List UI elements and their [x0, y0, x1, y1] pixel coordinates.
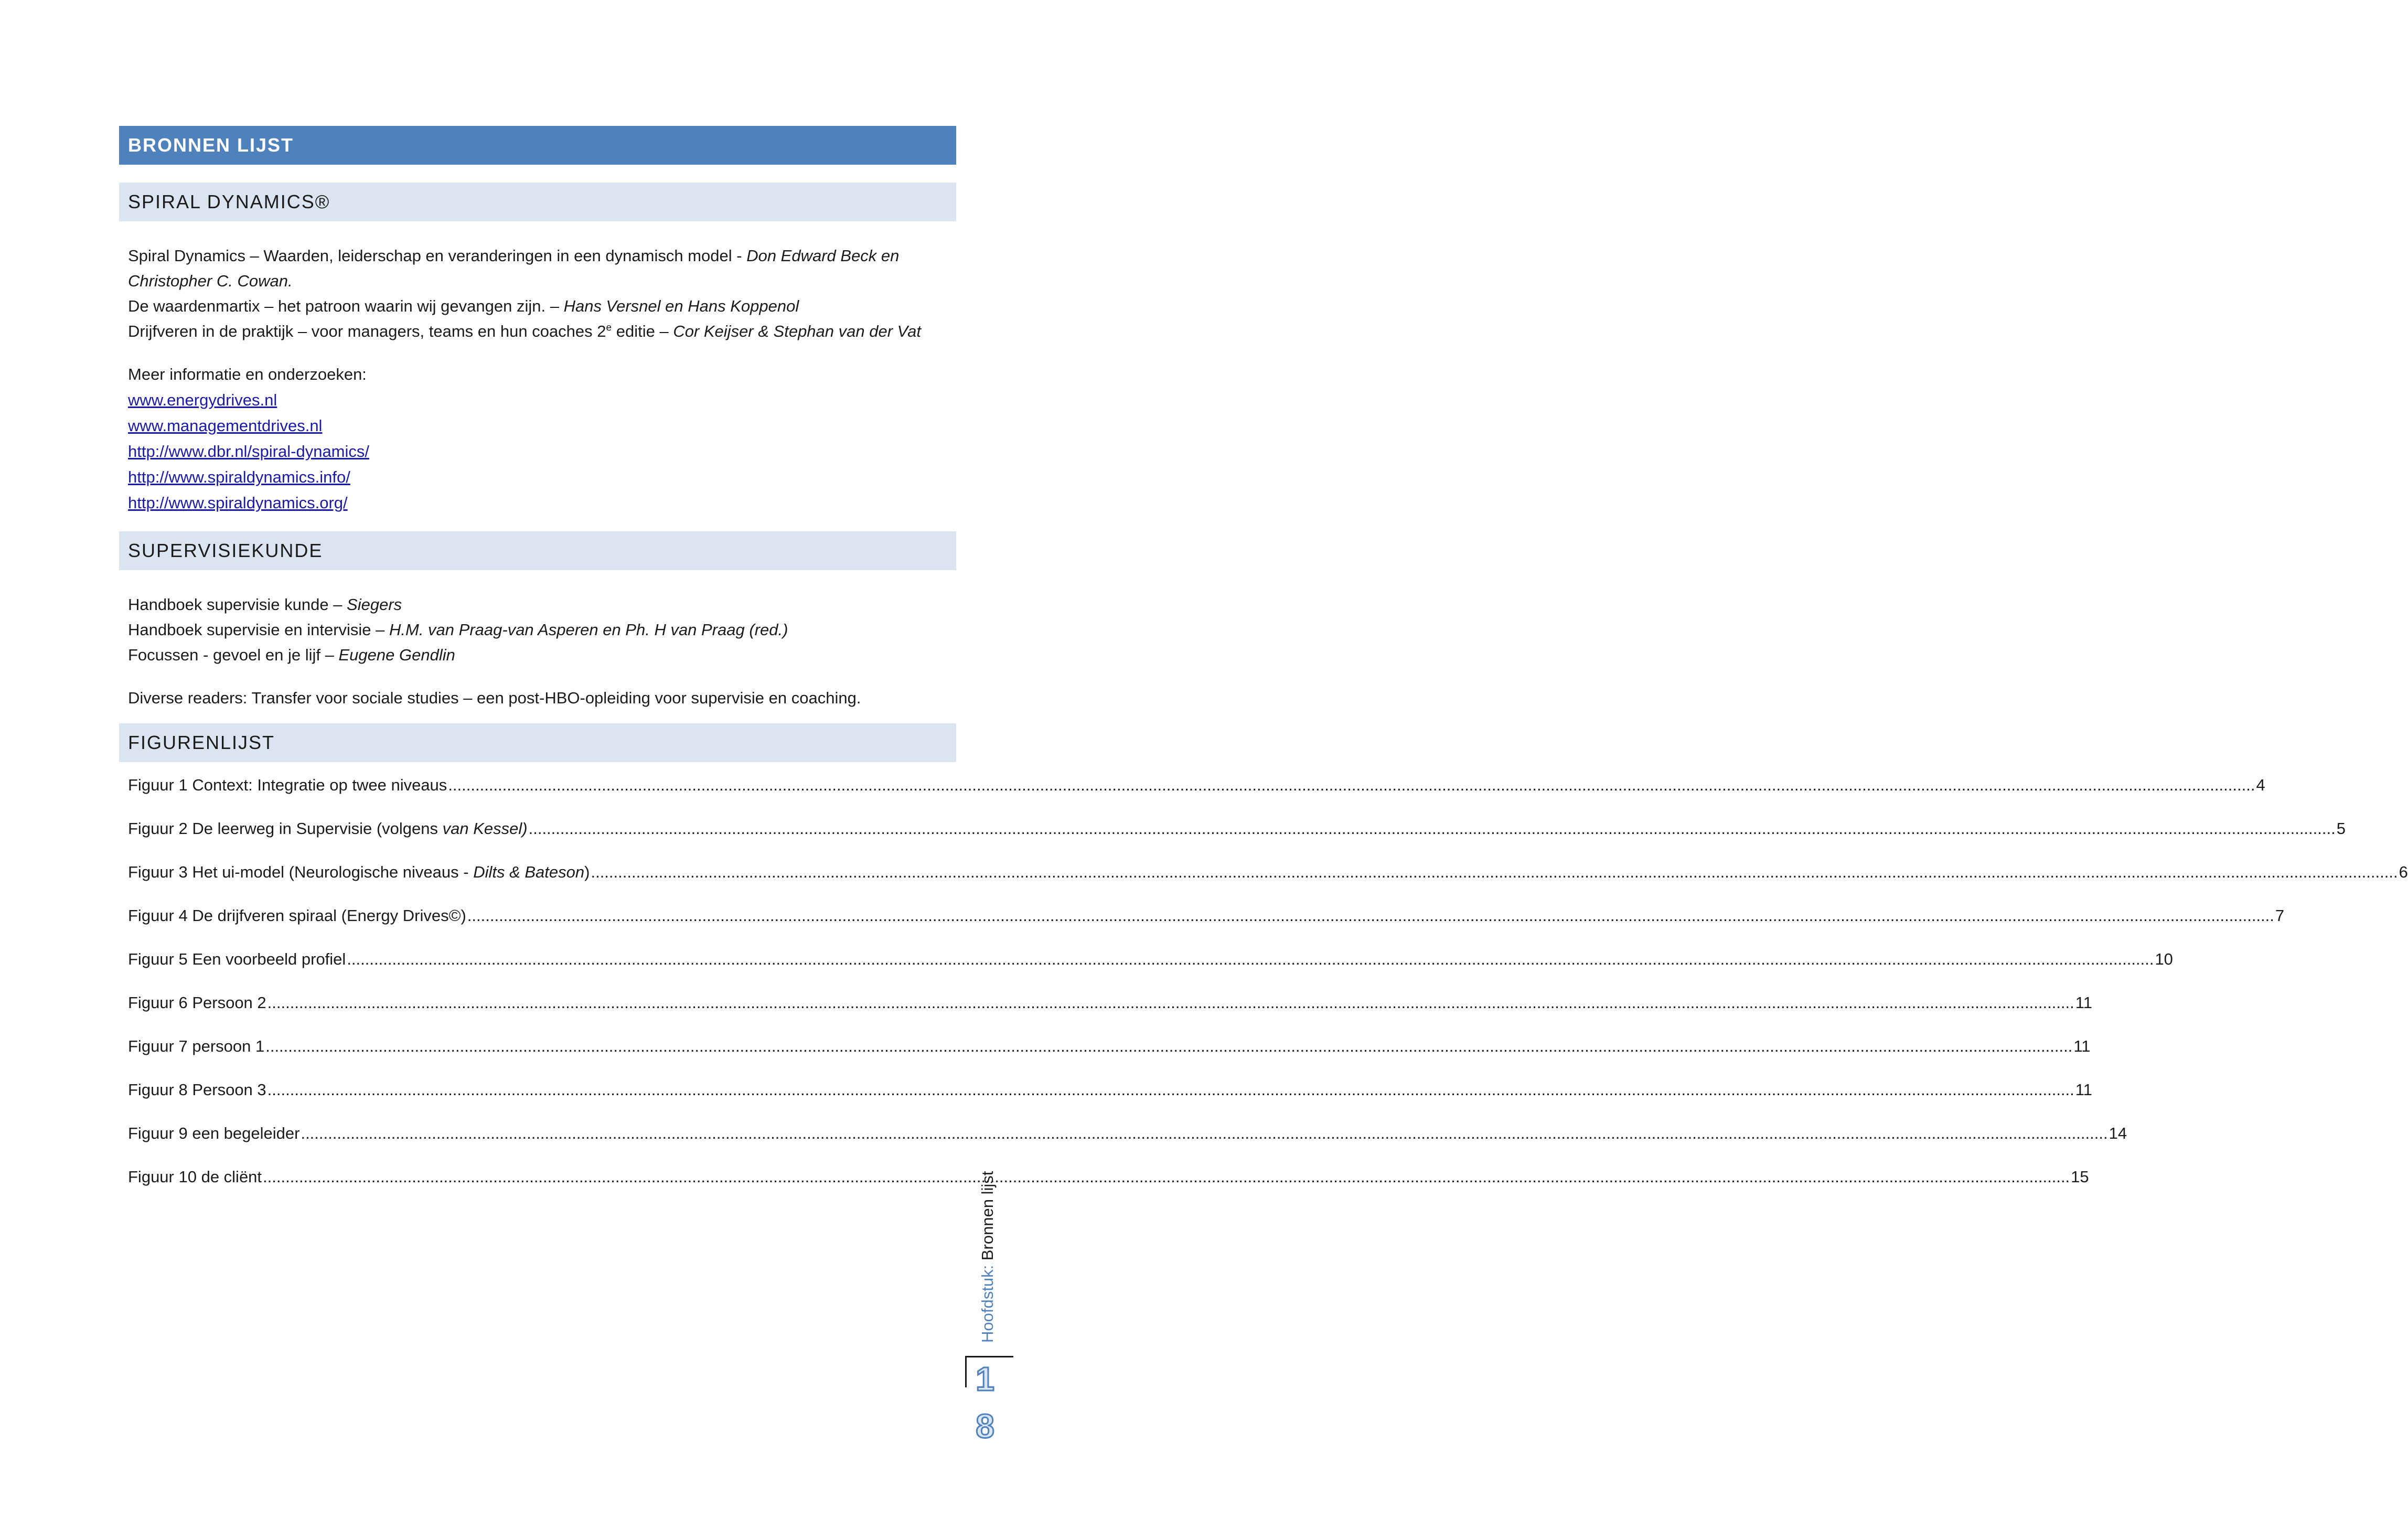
- link-dbr[interactable]: http://www.dbr.nl/spiral-dynamics/: [128, 442, 370, 461]
- figure-page-number: 11: [2075, 1081, 2092, 1099]
- figure-list-item[interactable]: [128, 1081, 2092, 1124]
- reference-item: [128, 617, 956, 643]
- figure-list-item[interactable]: [128, 776, 2265, 819]
- reference-author: H.M. van Praag-van Asperen en Ph. H van Praag (red.): [389, 621, 788, 639]
- page-number-digit-1: 1: [976, 1360, 994, 1398]
- figure-page-number: 7: [2275, 906, 2285, 925]
- page-title: BRONNEN LIJST: [119, 126, 956, 165]
- reference-title-cont: editie –: [612, 322, 673, 340]
- figure-list-item[interactable]: [128, 1037, 2091, 1081]
- link-managementdrives[interactable]: www.managementdrives.nl: [128, 416, 323, 435]
- reference-title: Spiral Dynamics – Waarden, leiderschap en veranderingen in een dynamisch model -: [128, 247, 747, 265]
- reference-author: Hans Versnel en Hans Koppenol: [563, 297, 799, 315]
- figure-list-item[interactable]: [128, 993, 2092, 1037]
- reference-title: Handboek supervisie kunde –: [128, 595, 347, 614]
- leader-dots: ................................................................................................................................................................................................................................................................................................................................................................................................................: [263, 1168, 2070, 1186]
- figure-label: Figuur 5 Een voorbeeld profiel: [128, 950, 346, 968]
- reference-author: Christopher C. Cowan.: [128, 272, 293, 290]
- leader-dots: ................................................................................................................................................................................................................................................................................................................................................................................................................: [265, 1037, 2073, 1055]
- reference-item: [128, 592, 956, 617]
- reference-item: [128, 294, 956, 319]
- reference-author: Cor Keijser & Stephan van der Vat: [673, 322, 922, 340]
- figure-label: Figuur 1 Context: Integratie op twee niveaus: [128, 776, 447, 794]
- page-content: [119, 126, 2408, 1211]
- link-energydrives[interactable]: www.energydrives.nl: [128, 391, 277, 409]
- figure-list-item[interactable]: [128, 819, 2346, 863]
- link-spiraldynamics-info[interactable]: http://www.spiraldynamics.info/: [128, 468, 350, 486]
- reference-item: [128, 643, 956, 668]
- section-heading-spiral: SPIRAL DYNAMICS®: [119, 183, 956, 221]
- reference-item: [128, 243, 956, 269]
- page-number-digit-2: 8: [976, 1407, 994, 1445]
- figure-page-number: 11: [2075, 993, 2092, 1012]
- figure-page-number: 15: [2071, 1168, 2089, 1186]
- spiral-references: [119, 243, 956, 516]
- figure-page-number: 14: [2109, 1124, 2127, 1142]
- reference-author: Siegers: [347, 595, 402, 614]
- figure-label: Figuur 8 Persoon 3: [128, 1081, 266, 1099]
- figure-list-item[interactable]: [128, 863, 2408, 906]
- chapter-name: Bronnen lijst: [978, 1171, 997, 1261]
- reference-item: [128, 269, 956, 294]
- figure-list-item[interactable]: [128, 1168, 2089, 1211]
- figure-label: Figuur 10 de cliënt: [128, 1168, 262, 1186]
- sidebar-divider: [965, 1356, 1013, 1357]
- reference-author: Don Edward Beck en: [746, 247, 900, 265]
- readers-note: Diverse readers: Transfer voor sociale studies – een post-HBO-opleiding voor supervisie en coaching.: [128, 689, 861, 707]
- reference-title: Drijfveren in de praktijk – voor managers, teams en hun coaches 2: [128, 322, 606, 340]
- figure-list: [119, 776, 2408, 1211]
- supervisie-references: [119, 592, 956, 711]
- figure-label: Figuur 2 De leerweg in Supervisie (volgens van Kessel): [128, 819, 528, 838]
- reference-title: De waardenmartix – het patroon waarin wij gevangen zijn. –: [128, 297, 564, 315]
- leader-dots: ................................................................................................................................................................................................................................................................................................................................................................................................................: [347, 950, 2154, 968]
- figure-list-item[interactable]: [128, 1124, 2127, 1168]
- figure-label: Figuur 3 Het ui-model (Neurologische niveaus - Dilts & Bateson): [128, 863, 590, 881]
- chapter-prefix: Hoofdstuk:: [978, 1265, 997, 1343]
- leader-dots: ................................................................................................................................................................................................................................................................................................................................................................................................................: [267, 993, 2074, 1012]
- sidebar-divider-vertical: [965, 1356, 967, 1387]
- leader-dots: ................................................................................................................................................................................................................................................................................................................................................................................................................: [267, 1081, 2074, 1099]
- leader-dots: ................................................................................................................................................................................................................................................................................................................................................................................................................: [467, 906, 2274, 925]
- leader-dots: ................................................................................................................................................................................................................................................................................................................................................................................................................: [301, 1124, 2108, 1142]
- section-heading-supervisie: SUPERVISIEKUNDE: [119, 531, 956, 570]
- leader-dots: ................................................................................................................................................................................................................................................................................................................................................................................................................: [591, 863, 2398, 881]
- figure-label: Figuur 9 een begeleider: [128, 1124, 300, 1142]
- figure-page-number: 4: [2256, 776, 2265, 794]
- reference-author: Eugene Gendlin: [338, 646, 455, 664]
- figure-page-number: 6: [2399, 863, 2408, 881]
- edition-superscript: e: [606, 322, 612, 334]
- figure-label: Figuur 6 Persoon 2: [128, 993, 266, 1012]
- leader-dots: ................................................................................................................................................................................................................................................................................................................................................................................................................: [528, 819, 2336, 838]
- figure-page-number: 10: [2155, 950, 2173, 968]
- side-chapter-label: [978, 1171, 997, 1343]
- figure-list-item[interactable]: [128, 950, 2173, 993]
- reference-title: Focussen - gevoel en je lijf –: [128, 646, 339, 664]
- reference-item: [128, 319, 956, 344]
- leader-dots: ................................................................................................................................................................................................................................................................................................................................................................................................................: [448, 776, 2255, 794]
- reference-title: Handboek supervisie en intervisie –: [128, 621, 389, 639]
- figure-label: Figuur 4 De drijfveren spiraal (Energy Drives©): [128, 906, 466, 925]
- more-info-label: Meer informatie en onderzoeken:: [128, 365, 367, 383]
- figure-page-number: 11: [2073, 1037, 2091, 1055]
- section-heading-figuren: FIGURENLIJST: [119, 723, 956, 762]
- figure-list-item[interactable]: [128, 906, 2285, 950]
- link-spiraldynamics-org[interactable]: http://www.spiraldynamics.org/: [128, 494, 348, 512]
- figure-page-number: 5: [2336, 819, 2346, 838]
- figure-label: Figuur 7 persoon 1: [128, 1037, 265, 1055]
